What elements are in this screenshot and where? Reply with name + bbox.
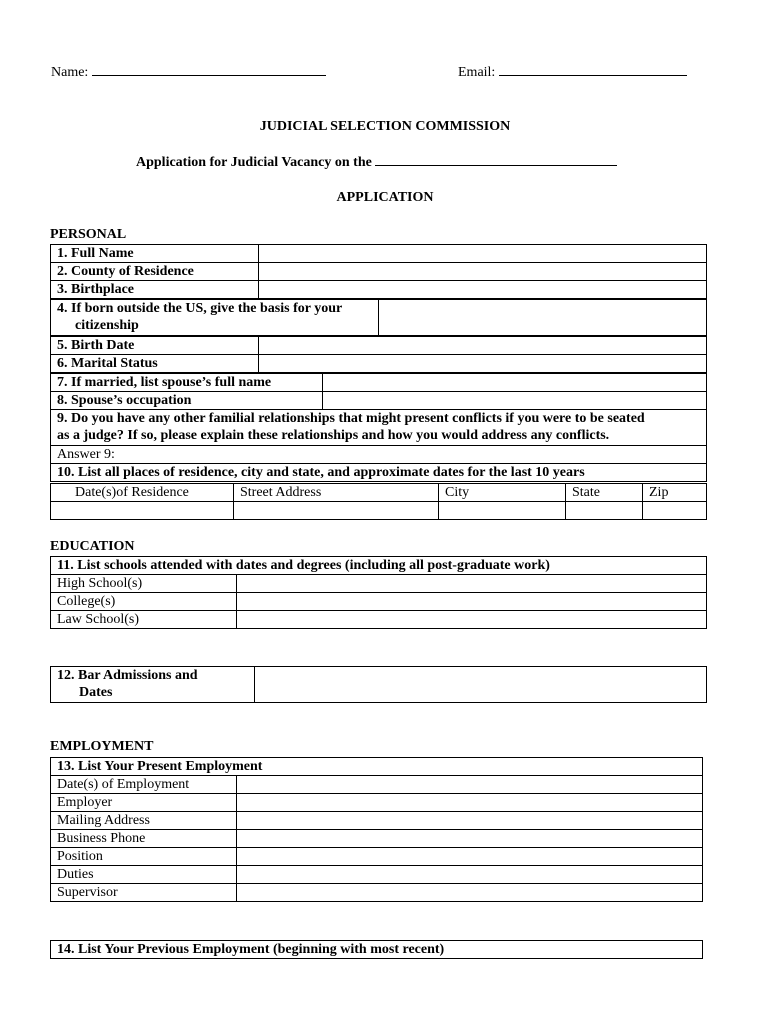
residence-state-field[interactable] (566, 502, 643, 520)
duties-field[interactable] (237, 866, 703, 884)
col-state: State (566, 484, 643, 502)
personal-table-e (50, 409, 707, 482)
name-line (51, 65, 326, 81)
q4-label-1: 4. If born outside the US, give the basis for your (57, 301, 343, 316)
college-field[interactable] (237, 593, 707, 611)
high-school-field[interactable] (237, 575, 707, 593)
q1-label: 1. Full Name (51, 245, 259, 263)
vacancy-field[interactable] (375, 155, 617, 166)
application-heading: APPLICATION (336, 190, 434, 205)
email-label: Email: (458, 65, 496, 80)
q2-label: 2. County of Residence (51, 263, 259, 281)
name-field[interactable] (92, 65, 326, 76)
q3-label: 3. Birthplace (51, 281, 259, 299)
bar-table (50, 666, 707, 703)
col-zip: Zip (643, 484, 707, 502)
q5-label: 5. Birth Date (51, 337, 259, 355)
q12-cell (51, 667, 255, 703)
q8-label: 8. Spouse’s occupation (51, 392, 323, 410)
birth-date-field[interactable] (259, 337, 707, 355)
county-field[interactable] (259, 263, 707, 281)
marital-status-field[interactable] (259, 355, 707, 373)
vacancy-label: Application for Judicial Vacancy on the (136, 155, 372, 170)
col-dates: Date(s)of Residence (51, 484, 234, 502)
citizenship-field[interactable] (379, 300, 707, 336)
email-line (458, 65, 687, 81)
mailing-address-field[interactable] (237, 812, 703, 830)
residence-city-field[interactable] (439, 502, 566, 520)
full-name-field[interactable] (259, 245, 707, 263)
q9-label-2: as a judge? If so, please explain these relationships and how you would address any conflicts. (57, 428, 610, 443)
employment-dates-field[interactable] (237, 776, 703, 794)
law-school-label: Law School(s) (51, 611, 237, 629)
law-school-field[interactable] (237, 611, 707, 629)
previous-employment-table (50, 940, 703, 959)
personal-heading: PERSONAL (50, 227, 127, 242)
employer-field[interactable] (237, 794, 703, 812)
answer-9-field[interactable]: Answer 9: (51, 446, 707, 464)
email-field[interactable] (499, 65, 687, 76)
residence-street-field[interactable] (234, 502, 439, 520)
col-street: Street Address (234, 484, 439, 502)
q4-label-2: citizenship (75, 318, 139, 333)
q6-label: 6. Marital Status (51, 355, 259, 373)
form-title: JUDICIAL SELECTION COMMISSION (259, 119, 511, 134)
supervisor-field[interactable] (237, 884, 703, 902)
personal-table-c (50, 336, 707, 373)
personal-table-d (50, 373, 707, 410)
col-city: City (439, 484, 566, 502)
employment-heading: EMPLOYMENT (50, 739, 154, 754)
education-table (50, 556, 707, 629)
q12-label-2: Dates (79, 685, 113, 700)
education-heading: EDUCATION (50, 539, 135, 554)
position-field[interactable] (237, 848, 703, 866)
duties-label: Duties (51, 866, 237, 884)
position-label: Position (51, 848, 237, 866)
birthplace-field[interactable] (259, 281, 707, 299)
bar-admissions-field[interactable] (255, 667, 707, 703)
college-label: College(s) (51, 593, 237, 611)
name-label: Name: (51, 65, 89, 80)
q7-label: 7. If married, list spouse’s full name (51, 374, 323, 392)
spouse-name-field[interactable] (323, 374, 707, 392)
residence-zip-field[interactable] (643, 502, 707, 520)
residence-dates-field[interactable] (51, 502, 234, 520)
q13-label: 13. List Your Present Employment (51, 758, 703, 776)
mailing-address-label: Mailing Address (51, 812, 237, 830)
q4-cell (51, 300, 379, 336)
q9-cell (51, 410, 707, 446)
spouse-occupation-field[interactable] (323, 392, 707, 410)
q12-label-1: 12. Bar Admissions and (57, 668, 198, 683)
high-school-label: High School(s) (51, 575, 237, 593)
q14-label: 14. List Your Previous Employment (beginning with most recent) (51, 941, 703, 959)
residence-table (50, 483, 707, 520)
q9-label-1: 9. Do you have any other familial relationships that might present conflicts if you were to be seated (57, 411, 645, 426)
personal-table-b (50, 299, 707, 336)
employment-table (50, 757, 703, 902)
employment-dates-label: Date(s) of Employment (51, 776, 237, 794)
personal-table-a (50, 244, 707, 299)
q11-label: 11. List schools attended with dates and degrees (including all post-graduate work) (51, 557, 707, 575)
q10-label: 10. List all places of residence, city and state, and approximate dates for the last 10 years (51, 464, 707, 482)
supervisor-label: Supervisor (51, 884, 237, 902)
employer-label: Employer (51, 794, 237, 812)
vacancy-line (136, 155, 617, 171)
business-phone-label: Business Phone (51, 830, 237, 848)
business-phone-field[interactable] (237, 830, 703, 848)
